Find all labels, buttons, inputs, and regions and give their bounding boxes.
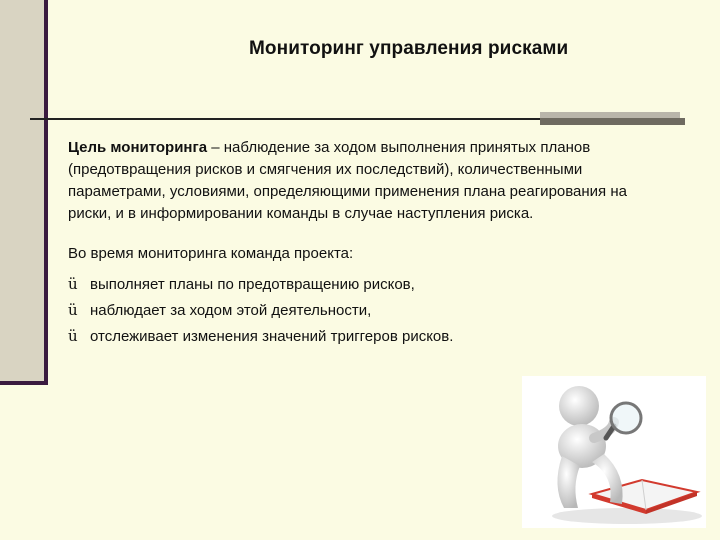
left-band-bottom-edge [0, 381, 48, 385]
title-divider [30, 118, 540, 120]
task-list [68, 273, 668, 351]
figure-with-magnifying-glass-and-book-icon [522, 376, 706, 528]
left-band-edge [44, 0, 48, 384]
definition-term: Цель мониторинга [68, 139, 208, 156]
checkmark-icon: ü [68, 301, 78, 319]
checkmark-icon: ü [68, 275, 78, 293]
definition-text: – наблюдение за ходом выполнения принятых планов (предотвращения рисков и смягчения их последствий), количественными параметрами, условиями, определяющими применения плана реагирования на риски, и в информировании команды в случае наступления риска. [68, 139, 627, 222]
list-item-text: наблюдает за ходом этой деятельности, [90, 302, 372, 319]
list-item [68, 299, 668, 325]
left-decorative-band [0, 0, 47, 384]
slide-title: Мониторинг управления рисками [249, 38, 569, 59]
list-item-text: отслеживает изменения значений триггеров рисков. [90, 328, 454, 345]
divider-block-bottom [540, 118, 685, 125]
intro-text: Во время мониторинга команда проекта: [68, 245, 354, 262]
slide-body [68, 137, 668, 351]
list-item [68, 325, 668, 351]
checkmark-icon: ü [68, 327, 78, 345]
list-item-text: выполняет планы по предотвращению рисков, [90, 276, 415, 293]
definition-paragraph [68, 137, 668, 225]
list-item [68, 273, 668, 299]
